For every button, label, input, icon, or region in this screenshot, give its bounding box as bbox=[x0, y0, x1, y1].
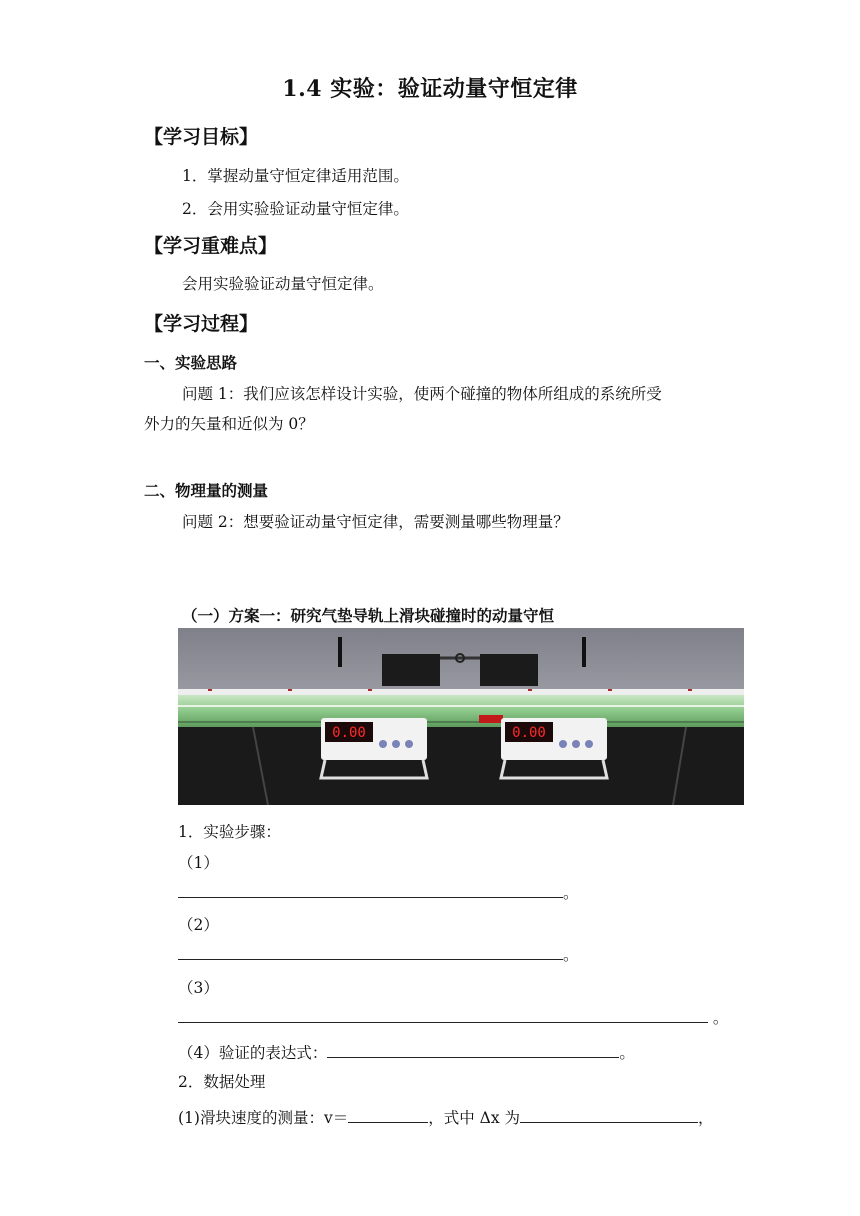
step3-label: （3） bbox=[178, 979, 219, 997]
air-track-photo bbox=[178, 628, 744, 805]
keypoint-1: 会用实验验证动量守恒定律。 bbox=[182, 275, 384, 293]
step3-end: 。 bbox=[708, 1009, 729, 1027]
step3-blank[interactable] bbox=[178, 1005, 708, 1023]
step2-label: （2） bbox=[178, 916, 219, 934]
step4-line bbox=[178, 1040, 635, 1065]
step1-end: 。 bbox=[563, 884, 579, 902]
step4-end: 。 bbox=[619, 1044, 635, 1062]
step4-label: （4）验证的表达式： bbox=[178, 1044, 328, 1062]
step2-line bbox=[178, 942, 579, 967]
step3-line bbox=[178, 1005, 728, 1030]
data-heading: 2．数据处理 bbox=[178, 1073, 266, 1091]
data1-line bbox=[178, 1105, 714, 1130]
right-timer-display: 0.00 bbox=[512, 725, 546, 741]
question1-line1: 问题 1：我们应该怎样设计实验，使两个碰撞的物体所组成的系统所受 bbox=[182, 385, 662, 403]
left-timer-display: 0.00 bbox=[332, 725, 366, 741]
objective-1: 1．掌握动量守恒定律适用范围。 bbox=[182, 167, 409, 185]
part2-heading: 二、物理量的测量 bbox=[144, 481, 269, 500]
step2-end: 。 bbox=[563, 946, 579, 964]
step2-blank[interactable] bbox=[178, 942, 563, 960]
part1-heading: 一、实验思路 bbox=[144, 353, 238, 372]
steps-heading: 1．实验步骤： bbox=[178, 823, 281, 841]
data1-end: ， bbox=[698, 1109, 714, 1127]
process-heading: 【学习过程】 bbox=[144, 313, 259, 335]
delta-x-blank[interactable] bbox=[520, 1105, 698, 1123]
keypoints-heading: 【学习重难点】 bbox=[144, 235, 278, 257]
step1-blank[interactable] bbox=[178, 880, 563, 898]
plan1-heading: （一）方案一：研究气垫导轨上滑块碰撞时的动量守恒 bbox=[182, 606, 555, 625]
objective-2: 2．会用实验验证动量守恒定律。 bbox=[182, 200, 409, 218]
question2: 问题 2：想要验证动量守恒定律，需要测量哪些物理量？ bbox=[182, 513, 569, 531]
step1-label: （1） bbox=[178, 854, 219, 872]
step1-line bbox=[178, 880, 579, 905]
step4-blank[interactable] bbox=[327, 1040, 619, 1058]
question1-line2: 外力的矢量和近似为 0？ bbox=[144, 415, 314, 433]
velocity-blank[interactable] bbox=[348, 1105, 428, 1123]
data1-mid: ，式中 Δx 为 bbox=[428, 1109, 521, 1127]
objectives-heading: 【学习目标】 bbox=[144, 126, 259, 148]
page-title: 1.4 实验：验证动量守恒定律 bbox=[282, 76, 578, 102]
data1-prefix: (1)滑块速度的测量：v＝ bbox=[178, 1109, 349, 1127]
